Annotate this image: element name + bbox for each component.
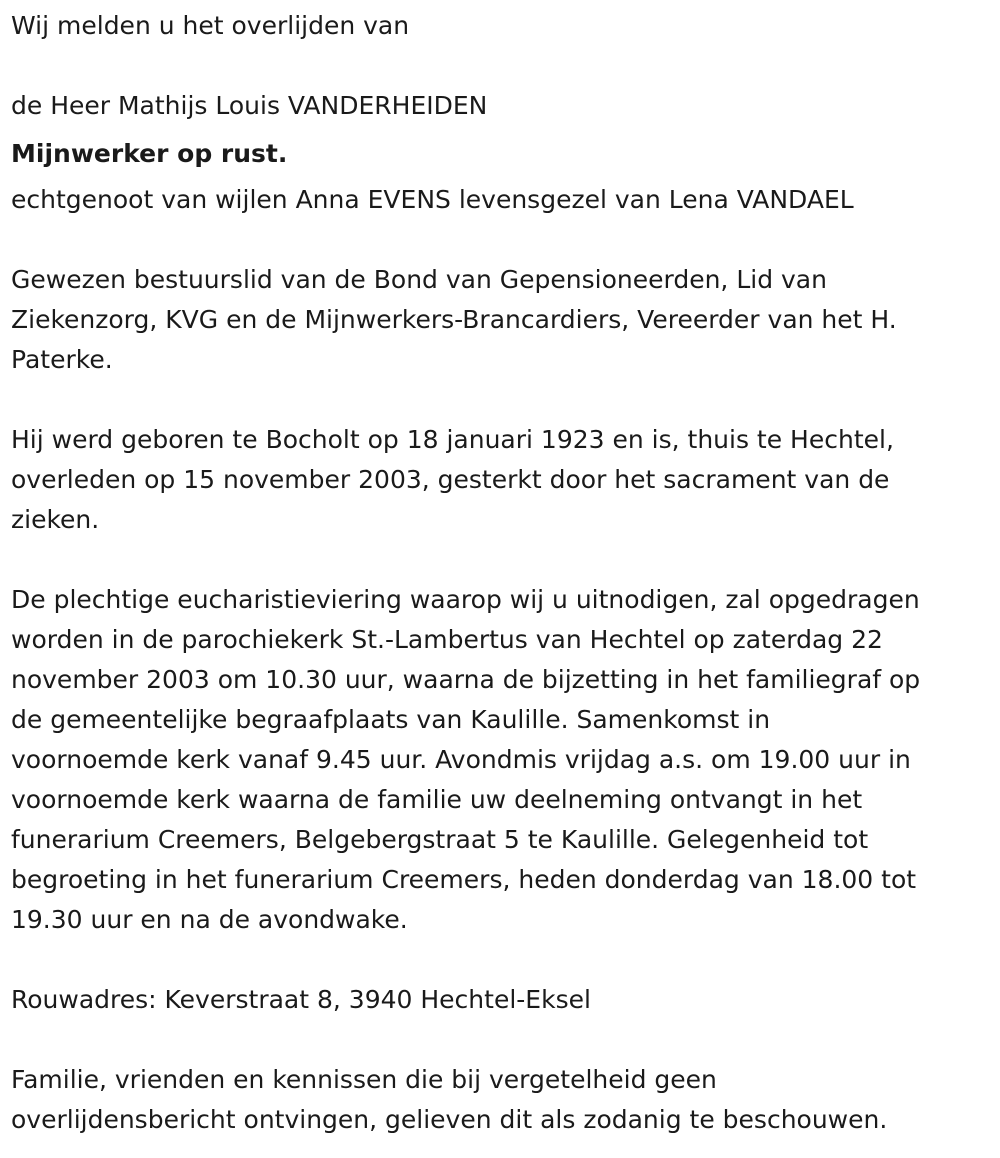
memberships-paragraph [11, 260, 991, 380]
paragraph-line: 19.30 uur en na de avondwake. [11, 905, 408, 934]
spacer [11, 1020, 991, 1060]
spacer [11, 46, 991, 86]
intro-text: Wij melden u het overlijden van [11, 11, 410, 40]
paragraph-line: voornoemde kerk vanaf 9.45 uur. Avondmis vrijdag a.s. om 19.00 uur in [11, 745, 911, 774]
spacer [11, 380, 991, 420]
spacer [11, 540, 991, 580]
paragraph-line: worden in de parochiekerk St.-Lambertus van Hechtel op zaterdag 22 [11, 625, 883, 654]
birth-death-paragraph [11, 420, 991, 540]
paragraph-line: Paterke. [11, 345, 113, 374]
paragraph-line: november 2003 om 10.30 uur, waarna de bijzetting in het familiegraf op [11, 665, 921, 694]
obituary-document [11, 6, 991, 1140]
ceremony-paragraph [11, 580, 991, 940]
paragraph-line: Familie, vrienden en kennissen die bij vergetelheid geen [11, 1065, 717, 1094]
paragraph-line: Ziekenzorg, KVG en de Mijnwerkers-Brancardiers, Vereerder van het H. [11, 305, 897, 334]
deceased-name: de Heer Mathijs Louis VANDERHEIDEN [11, 91, 488, 120]
occupation-text: Mijnwerker op rust. [11, 139, 288, 168]
paragraph-line: overlijdensbericht ontvingen, gelieven dit als zodanig te beschouwen. [11, 1105, 888, 1134]
paragraph-line: voornoemde kerk waarna de familie uw deelneming ontvangt in het [11, 785, 863, 814]
paragraph-line: Gewezen bestuurslid van de Bond van Gepensioneerden, Lid van [11, 265, 827, 294]
paragraph-line: funerarium Creemers, Belgebergstraat 5 te Kaulille. Gelegenheid tot [11, 825, 869, 854]
spouse-text: echtgenoot van wijlen Anna EVENS levensgezel van Lena VANDAEL [11, 185, 854, 214]
paragraph-line: zieken. [11, 505, 100, 534]
paragraph-line: Hij werd geboren te Bocholt op 18 januari 1923 en is, thuis te Hechtel, [11, 425, 894, 454]
paragraph-line: De plechtige eucharistieviering waarop wij u uitnodigen, zal opgedragen [11, 585, 920, 614]
spacer [11, 220, 991, 260]
spacer [11, 940, 991, 980]
paragraph-line: begroeting in het funerarium Creemers, heden donderdag van 18.00 tot [11, 865, 917, 894]
closing-paragraph [11, 1060, 991, 1140]
mourning-address: Rouwadres: Keverstraat 8, 3940 Hechtel-Eksel [11, 985, 591, 1014]
paragraph-line: overleden op 15 november 2003, gesterkt door het sacrament van de [11, 465, 890, 494]
paragraph-line: de gemeentelijke begraafplaats van Kaulille. Samenkomst in [11, 705, 771, 734]
